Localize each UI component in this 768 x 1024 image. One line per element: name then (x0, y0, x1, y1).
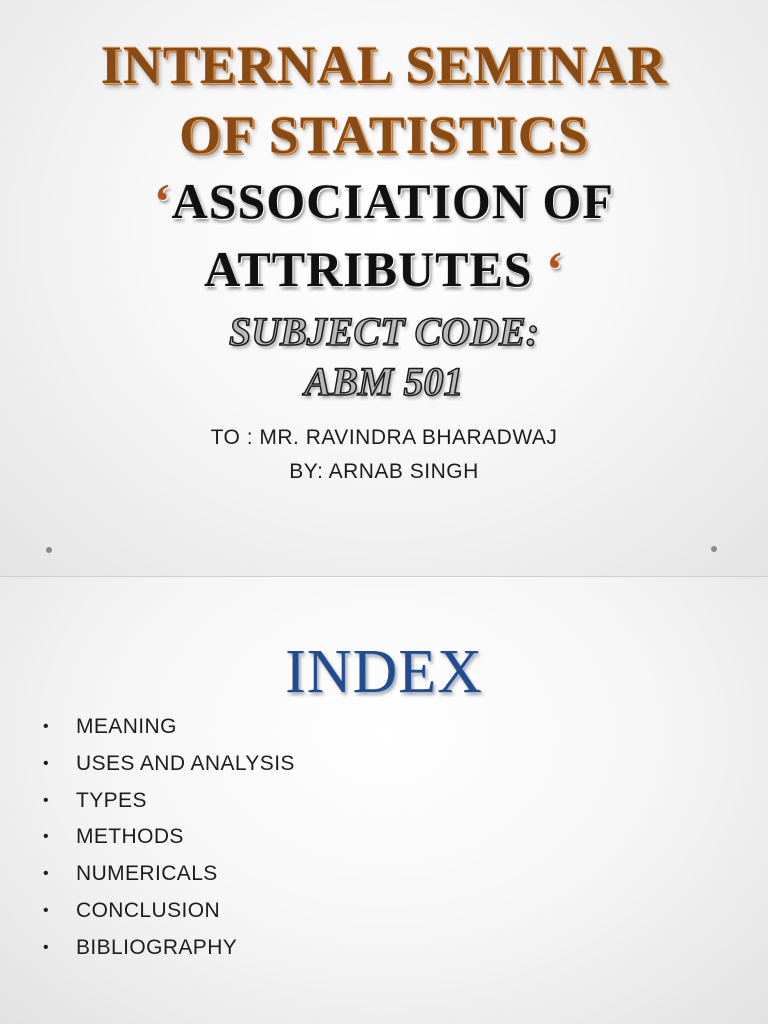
to-line: TO : MR. RAVINDRA BHARADWAJ (210, 426, 558, 449)
list-item-label: BIBLIOGRAPHY (76, 935, 238, 959)
bullet-icon: • (43, 938, 50, 956)
list-item-label: USES AND ANALYSIS (76, 751, 295, 775)
slide-corner-dot-left (46, 547, 52, 553)
slide-corner-dot-right (711, 546, 717, 552)
bullet-icon: • (43, 828, 50, 846)
bullet-icon: • (43, 754, 50, 772)
topic-title-line2 (0, 240, 768, 298)
bullet-icon: • (43, 901, 50, 919)
index-slide (0, 577, 768, 1024)
subject-code-value: ABM 501 (304, 359, 464, 404)
list-item (40, 786, 295, 823)
topic-title-line1 (0, 172, 768, 230)
list-item (40, 933, 295, 970)
closing-quote-mark: ‘ (546, 241, 564, 297)
index-title: INDEX (285, 638, 483, 706)
list-item-label: METHODS (76, 825, 184, 849)
bullet-icon: • (43, 791, 50, 809)
seminar-title-line1: INTERNAL SEMINAR (100, 35, 668, 95)
list-item (40, 712, 295, 749)
list-item-label: CONCLUSION (76, 898, 221, 922)
list-item-label: NUMERICALS (76, 862, 218, 886)
by-line: BY: ARNAB SINGH (289, 460, 479, 483)
list-item (40, 822, 295, 859)
topic-title-text1: ASSOCIATION OF (171, 173, 614, 229)
bullet-icon: • (43, 865, 50, 883)
list-item-label: TYPES (76, 788, 147, 812)
list-item (40, 859, 295, 896)
topic-title-text2: ATTRIBUTES (204, 241, 547, 297)
list-item (40, 749, 295, 786)
opening-quote-mark: ‘ (154, 173, 172, 229)
subject-code-label: SUBJECT CODE: (228, 309, 540, 354)
bullet-icon: • (43, 718, 50, 735)
seminar-title-line2: OF STATISTICS (179, 105, 589, 165)
list-item-label: MEANING (76, 715, 177, 738)
list-item (40, 896, 295, 933)
index-list (40, 712, 295, 970)
